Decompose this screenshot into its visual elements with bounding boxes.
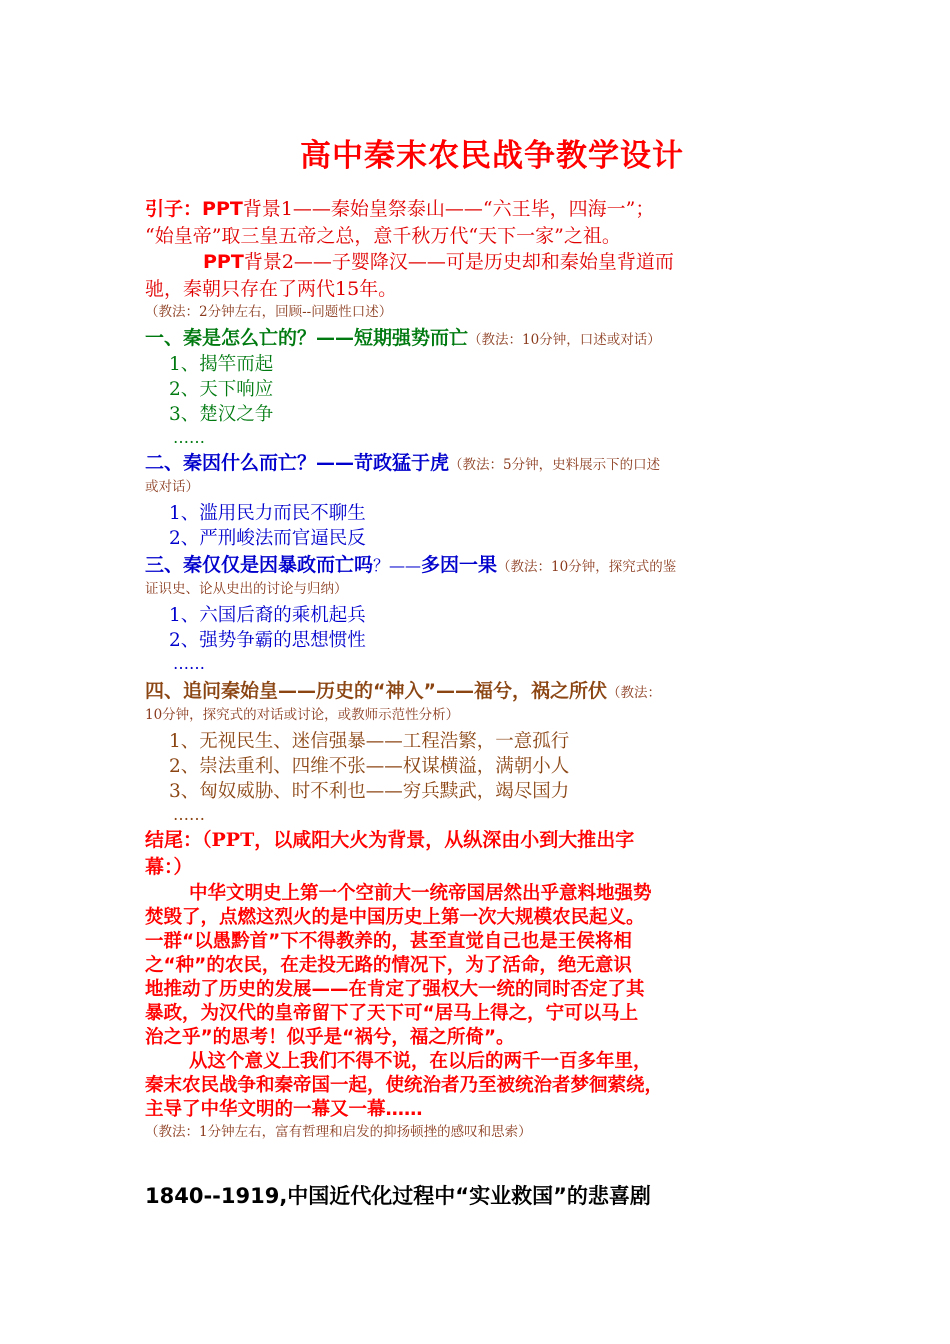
intro-line-3	[145, 249, 815, 276]
document-body	[145, 196, 815, 1142]
section-3-heading-question: ？——	[373, 556, 422, 575]
ending-heading: （PPT，以咸阳大火为背景，从纵深由小到大推出字	[202, 829, 635, 851]
section-1-heading-line	[145, 324, 815, 352]
ending-paragraph-line: 一群“以愚黔首”下不得教养的，甚至直觉自己也是王侯将相	[145, 931, 632, 952]
section-1-item: 1、揭竿而起	[169, 354, 274, 375]
intro-text-1: 背景1——秦始皇祭泰山——“六王毕，四海一”；	[242, 198, 655, 220]
section-3-heading-line	[145, 551, 815, 579]
intro-text-3: 背景2——子婴降汉——可是历史却和秦始皇背道而	[243, 251, 674, 273]
section-2-item: 2、严刑峻法而官逼民反	[169, 528, 366, 549]
intro-line-4: 驰，秦朝只存在了两代15年。	[145, 278, 398, 300]
page-title: 高中秦末农民战争教学设计	[300, 138, 684, 174]
ending-note: （教法：1分钟左右，富有哲理和启发的抑扬顿挫的感叹和思索）	[145, 1124, 532, 1140]
intro-line-1	[145, 196, 815, 223]
section-3-heading-answer: 多因一果	[421, 554, 498, 576]
ending-paragraph-line: 暴政，为汉代的皇帝留下了天下可“居马上得之，宁可以马上	[145, 1003, 639, 1024]
section-3-item: 2、强势争霸的思想惯性	[169, 630, 366, 651]
ending-paragraph-line: 主导了中华文明的一幕又一幕……	[145, 1099, 423, 1120]
ending-heading-line	[145, 826, 815, 854]
section-4-note: （教法：	[606, 685, 661, 701]
ending-label: 结尾：	[145, 829, 203, 851]
intro-ppt-1: PPT	[202, 198, 243, 220]
section-3-ellipsis: ……	[173, 654, 205, 673]
ending-paragraph-line: 从这个意义上我们不得不说，在以后的两千一百多年里，	[189, 1051, 652, 1072]
section-2-item: 1、滥用民力而民不聊生	[169, 503, 366, 524]
intro-line-2: “始皇帝”取三皇五帝之总，意千秋万代“天下一家”之祖。	[145, 225, 621, 247]
section-3-heading: 三、秦仅仅是因暴政而亡吗	[145, 554, 374, 576]
ending-paragraph-line: 之“种”的农民，在走投无路的情况下，为了活命，绝无意识	[145, 955, 632, 976]
ending-paragraph-line: 焚毁了，点燃这烈火的是中国历史上第一次大规模农民起义。	[145, 907, 645, 928]
intro-label: 引子：	[145, 198, 203, 220]
section-4-ellipsis: ……	[173, 805, 205, 824]
section-3-note: （教法：10分钟，探究式的鉴	[497, 559, 677, 575]
intro-note: （教法：2分钟左右，回顾--问题性口述）	[145, 304, 393, 320]
next-lesson-title: 1840--1919,中国近代化过程中“实业救国”的悲喜剧	[145, 1184, 651, 1208]
section-4-heading: 四、追问秦始皇——历史的“神入”——福兮，祸之所伏	[145, 680, 607, 702]
section-3-note-cont: 证识史、论从史出的讨论与归纳）	[145, 581, 348, 597]
ending-heading-cont: 幕：）	[145, 856, 193, 878]
section-4-note-cont: 10分钟，探究式的对话或讨论，或教师示范性分析）	[145, 707, 460, 723]
section-4-heading-line	[145, 677, 815, 705]
ending-paragraph-line: 治之乎”的思考！似乎是“祸兮，福之所倚”。	[145, 1027, 515, 1048]
section-1-item: 2、天下响应	[169, 379, 274, 400]
section-4-item: 1、无视民生、迷信强暴——工程浩繁，一意孤行	[169, 731, 570, 752]
section-1-heading: 一、秦是怎么亡的？——短期强势而亡	[145, 327, 469, 349]
section-2-heading: 二、秦因什么而亡？——苛政猛于虎	[145, 452, 450, 474]
section-1-ellipsis: ……	[173, 428, 205, 447]
ending-paragraph-line: 秦末农民战争和秦帝国一起，使统治者乃至被统治者梦徊萦绕，	[145, 1075, 664, 1096]
section-2-note-cont: 或对话）	[145, 479, 199, 495]
section-3-item: 1、六国后裔的乘机起兵	[169, 605, 366, 626]
section-4-item: 3、匈奴威胁、时不利也——穷兵黩武，竭尽国力	[169, 781, 570, 802]
ending-paragraph-line: 地推动了历史的发展——在肯定了强权大一统的同时否定了其	[145, 979, 645, 1000]
ending-paragraph-line: 中华文明史上第一个空前大一统帝国居然出乎意料地强势	[189, 883, 652, 904]
section-4-item: 2、崇法重利、四维不张——权谋横溢，满朝小人	[169, 756, 570, 777]
section-2-heading-line	[145, 449, 815, 477]
intro-ppt-2: PPT	[203, 251, 244, 273]
section-1-note: （教法：10分钟，口述或对话）	[468, 332, 661, 348]
section-2-note: （教法：5分钟，史料展示下的口述	[449, 457, 661, 473]
section-1-item: 3、楚汉之争	[169, 404, 274, 425]
